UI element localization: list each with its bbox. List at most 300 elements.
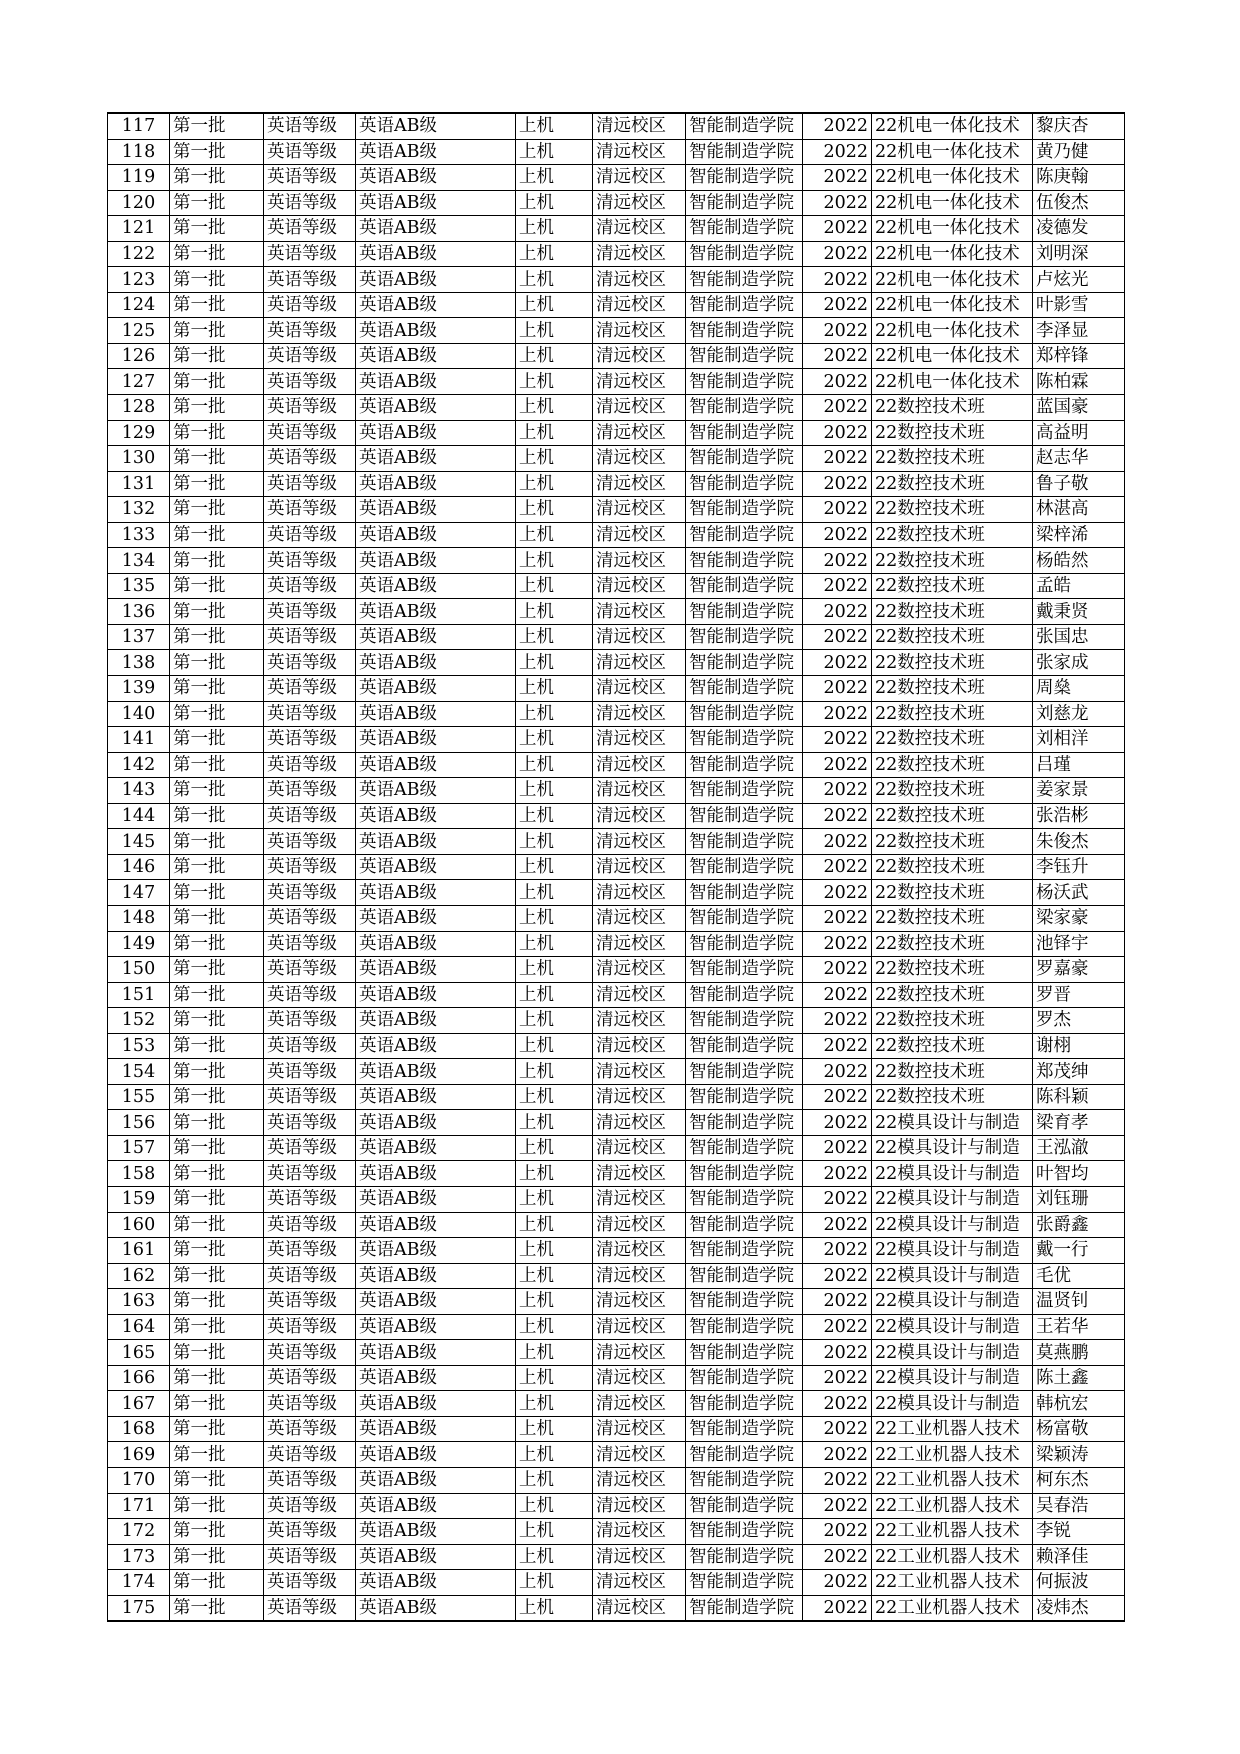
name-cell: 蓝国豪	[1033, 395, 1125, 421]
campus-cell: 清远校区	[593, 957, 686, 983]
batch-cell: 第一批	[170, 1186, 264, 1212]
college-cell: 智能制造学院	[686, 803, 803, 829]
grade-cell: 2022	[803, 216, 872, 242]
exam-type-cell: 英语等级	[264, 318, 356, 344]
name-cell: 吕瑾	[1033, 752, 1125, 778]
name-cell: 朱俊杰	[1033, 829, 1125, 855]
batch-cell: 第一批	[170, 420, 264, 446]
name-cell: 毛优	[1033, 1263, 1125, 1289]
class-cell: 22数控技术班	[872, 1033, 1033, 1059]
name-cell: 戴秉贤	[1033, 599, 1125, 625]
batch-cell: 第一批	[170, 982, 264, 1008]
mode-cell: 上机	[516, 1340, 593, 1366]
batch-cell: 第一批	[170, 1416, 264, 1442]
subject-cell: 英语AB级	[356, 1161, 516, 1187]
table-row	[108, 931, 1125, 957]
grade-cell: 2022	[803, 1570, 872, 1596]
seq-cell: 169	[108, 1442, 170, 1468]
campus-cell: 清远校区	[593, 1493, 686, 1519]
name-cell: 陈庚翰	[1033, 165, 1125, 191]
name-cell: 陈土鑫	[1033, 1365, 1125, 1391]
college-cell: 智能制造学院	[686, 829, 803, 855]
grade-cell: 2022	[803, 1467, 872, 1493]
subject-cell: 英语AB级	[356, 1416, 516, 1442]
exam-type-cell: 英语等级	[264, 650, 356, 676]
exam-type-cell: 英语等级	[264, 420, 356, 446]
class-cell: 22模具设计与制造	[872, 1289, 1033, 1315]
seq-cell: 120	[108, 190, 170, 216]
campus-cell: 清远校区	[593, 420, 686, 446]
name-cell: 莫燕鹏	[1033, 1340, 1125, 1366]
seq-cell: 133	[108, 522, 170, 548]
seq-cell: 147	[108, 880, 170, 906]
campus-cell: 清远校区	[593, 446, 686, 472]
name-cell: 凌炜杰	[1033, 1595, 1125, 1621]
batch-cell: 第一批	[170, 1467, 264, 1493]
seq-cell: 145	[108, 829, 170, 855]
name-cell: 谢栩	[1033, 1033, 1125, 1059]
table-row	[108, 727, 1125, 753]
table-row	[108, 318, 1125, 344]
class-cell: 22机电一体化技术	[872, 165, 1033, 191]
exam-type-cell: 英语等级	[264, 1135, 356, 1161]
class-cell: 22数控技术班	[872, 957, 1033, 983]
name-cell: 林湛高	[1033, 497, 1125, 523]
exam-type-cell: 英语等级	[264, 1595, 356, 1621]
college-cell: 智能制造学院	[686, 1416, 803, 1442]
name-cell: 陈柏霖	[1033, 369, 1125, 395]
seq-cell: 154	[108, 1059, 170, 1085]
seq-cell: 151	[108, 982, 170, 1008]
seq-cell: 136	[108, 599, 170, 625]
name-cell: 王若华	[1033, 1314, 1125, 1340]
campus-cell: 清远校区	[593, 1238, 686, 1264]
batch-cell: 第一批	[170, 1314, 264, 1340]
grade-cell: 2022	[803, 113, 872, 139]
college-cell: 智能制造学院	[686, 1238, 803, 1264]
seq-cell: 135	[108, 573, 170, 599]
college-cell: 智能制造学院	[686, 1314, 803, 1340]
grade-cell: 2022	[803, 778, 872, 804]
exam-type-cell: 英语等级	[264, 395, 356, 421]
mode-cell: 上机	[516, 216, 593, 242]
college-cell: 智能制造学院	[686, 1544, 803, 1570]
campus-cell: 清远校区	[593, 1391, 686, 1417]
mode-cell: 上机	[516, 752, 593, 778]
college-cell: 智能制造学院	[686, 1059, 803, 1085]
subject-cell: 英语AB级	[356, 318, 516, 344]
name-cell: 刘明深	[1033, 241, 1125, 267]
name-cell: 叶智均	[1033, 1161, 1125, 1187]
subject-cell: 英语AB级	[356, 113, 516, 139]
exam-type-cell: 英语等级	[264, 727, 356, 753]
college-cell: 智能制造学院	[686, 548, 803, 574]
subject-cell: 英语AB级	[356, 854, 516, 880]
campus-cell: 清远校区	[593, 573, 686, 599]
seq-cell: 173	[108, 1544, 170, 1570]
name-cell: 池铎宇	[1033, 931, 1125, 957]
campus-cell: 清远校区	[593, 1212, 686, 1238]
mode-cell: 上机	[516, 1059, 593, 1085]
exam-type-cell: 英语等级	[264, 1493, 356, 1519]
name-cell: 叶影雪	[1033, 292, 1125, 318]
subject-cell: 英语AB级	[356, 1442, 516, 1468]
college-cell: 智能制造学院	[686, 292, 803, 318]
mode-cell: 上机	[516, 1519, 593, 1545]
class-cell: 22工业机器人技术	[872, 1493, 1033, 1519]
grade-cell: 2022	[803, 1263, 872, 1289]
seq-cell: 137	[108, 624, 170, 650]
exam-type-cell: 英语等级	[264, 1365, 356, 1391]
batch-cell: 第一批	[170, 1084, 264, 1110]
seq-cell: 171	[108, 1493, 170, 1519]
campus-cell: 清远校区	[593, 318, 686, 344]
mode-cell: 上机	[516, 292, 593, 318]
exam-type-cell: 英语等级	[264, 957, 356, 983]
exam-type-cell: 英语等级	[264, 905, 356, 931]
mode-cell: 上机	[516, 982, 593, 1008]
grade-cell: 2022	[803, 446, 872, 472]
name-cell: 黎庆杏	[1033, 113, 1125, 139]
class-cell: 22模具设计与制造	[872, 1238, 1033, 1264]
class-cell: 22模具设计与制造	[872, 1314, 1033, 1340]
college-cell: 智能制造学院	[686, 1212, 803, 1238]
mode-cell: 上机	[516, 113, 593, 139]
batch-cell: 第一批	[170, 1033, 264, 1059]
seq-cell: 134	[108, 548, 170, 574]
exam-type-cell: 英语等级	[264, 1008, 356, 1034]
batch-cell: 第一批	[170, 650, 264, 676]
class-cell: 22模具设计与制造	[872, 1391, 1033, 1417]
table-row	[108, 1289, 1125, 1315]
college-cell: 智能制造学院	[686, 880, 803, 906]
grade-cell: 2022	[803, 318, 872, 344]
subject-cell: 英语AB级	[356, 676, 516, 702]
campus-cell: 清远校区	[593, 803, 686, 829]
exam-type-cell: 英语等级	[264, 369, 356, 395]
college-cell: 智能制造学院	[686, 139, 803, 165]
seq-cell: 128	[108, 395, 170, 421]
table-row	[108, 1033, 1125, 1059]
seq-cell: 119	[108, 165, 170, 191]
college-cell: 智能制造学院	[686, 701, 803, 727]
grade-cell: 2022	[803, 1084, 872, 1110]
subject-cell: 英语AB级	[356, 1544, 516, 1570]
exam-type-cell: 英语等级	[264, 113, 356, 139]
grade-cell: 2022	[803, 982, 872, 1008]
exam-type-cell: 英语等级	[264, 931, 356, 957]
batch-cell: 第一批	[170, 1570, 264, 1596]
exam-type-cell: 英语等级	[264, 241, 356, 267]
subject-cell: 英语AB级	[356, 727, 516, 753]
class-cell: 22数控技术班	[872, 1008, 1033, 1034]
seq-cell: 141	[108, 727, 170, 753]
batch-cell: 第一批	[170, 497, 264, 523]
batch-cell: 第一批	[170, 880, 264, 906]
subject-cell: 英语AB级	[356, 1186, 516, 1212]
name-cell: 李钰升	[1033, 854, 1125, 880]
subject-cell: 英语AB级	[356, 190, 516, 216]
college-cell: 智能制造学院	[686, 982, 803, 1008]
grade-cell: 2022	[803, 573, 872, 599]
class-cell: 22数控技术班	[872, 1084, 1033, 1110]
campus-cell: 清远校区	[593, 1008, 686, 1034]
name-cell: 张浩彬	[1033, 803, 1125, 829]
grade-cell: 2022	[803, 931, 872, 957]
seq-cell: 146	[108, 854, 170, 880]
batch-cell: 第一批	[170, 1595, 264, 1621]
subject-cell: 英语AB级	[356, 1340, 516, 1366]
subject-cell: 英语AB级	[356, 982, 516, 1008]
name-cell: 李锐	[1033, 1519, 1125, 1545]
class-cell: 22数控技术班	[872, 778, 1033, 804]
table-row	[108, 216, 1125, 242]
class-cell: 22数控技术班	[872, 1059, 1033, 1085]
name-cell: 温贤钊	[1033, 1289, 1125, 1315]
subject-cell: 英语AB级	[356, 573, 516, 599]
college-cell: 智能制造学院	[686, 420, 803, 446]
table-row	[108, 803, 1125, 829]
exam-type-cell: 英语等级	[264, 701, 356, 727]
seq-cell: 150	[108, 957, 170, 983]
batch-cell: 第一批	[170, 548, 264, 574]
table-row	[108, 241, 1125, 267]
college-cell: 智能制造学院	[686, 395, 803, 421]
college-cell: 智能制造学院	[686, 318, 803, 344]
grade-cell: 2022	[803, 420, 872, 446]
name-cell: 杨皓然	[1033, 548, 1125, 574]
campus-cell: 清远校区	[593, 1416, 686, 1442]
batch-cell: 第一批	[170, 573, 264, 599]
subject-cell: 英语AB级	[356, 343, 516, 369]
name-cell: 罗杰	[1033, 1008, 1125, 1034]
batch-cell: 第一批	[170, 1519, 264, 1545]
table-row	[108, 1135, 1125, 1161]
college-cell: 智能制造学院	[686, 113, 803, 139]
batch-cell: 第一批	[170, 1442, 264, 1468]
mode-cell: 上机	[516, 829, 593, 855]
subject-cell: 英语AB级	[356, 1033, 516, 1059]
name-cell: 凌德发	[1033, 216, 1125, 242]
exam-type-cell: 英语等级	[264, 1544, 356, 1570]
table-row	[108, 1519, 1125, 1545]
exam-type-cell: 英语等级	[264, 216, 356, 242]
mode-cell: 上机	[516, 1570, 593, 1596]
campus-cell: 清远校区	[593, 1544, 686, 1570]
campus-cell: 清远校区	[593, 880, 686, 906]
table-row	[108, 701, 1125, 727]
grade-cell: 2022	[803, 190, 872, 216]
exam-type-cell: 英语等级	[264, 165, 356, 191]
mode-cell: 上机	[516, 676, 593, 702]
name-cell: 赵志华	[1033, 446, 1125, 472]
grade-cell: 2022	[803, 1161, 872, 1187]
mode-cell: 上机	[516, 471, 593, 497]
grade-cell: 2022	[803, 165, 872, 191]
batch-cell: 第一批	[170, 957, 264, 983]
subject-cell: 英语AB级	[356, 1391, 516, 1417]
name-cell: 何振波	[1033, 1570, 1125, 1596]
class-cell: 22机电一体化技术	[872, 113, 1033, 139]
exam-type-cell: 英语等级	[264, 982, 356, 1008]
grade-cell: 2022	[803, 522, 872, 548]
subject-cell: 英语AB级	[356, 267, 516, 293]
grade-cell: 2022	[803, 139, 872, 165]
batch-cell: 第一批	[170, 522, 264, 548]
college-cell: 智能制造学院	[686, 1008, 803, 1034]
seq-cell: 168	[108, 1416, 170, 1442]
mode-cell: 上机	[516, 1084, 593, 1110]
batch-cell: 第一批	[170, 1263, 264, 1289]
college-cell: 智能制造学院	[686, 778, 803, 804]
name-cell: 张家成	[1033, 650, 1125, 676]
subject-cell: 英语AB级	[356, 395, 516, 421]
name-cell: 梁颖涛	[1033, 1442, 1125, 1468]
mode-cell: 上机	[516, 1467, 593, 1493]
college-cell: 智能制造学院	[686, 650, 803, 676]
table-row	[108, 522, 1125, 548]
campus-cell: 清远校区	[593, 1442, 686, 1468]
campus-cell: 清远校区	[593, 113, 686, 139]
exam-type-cell: 英语等级	[264, 1391, 356, 1417]
college-cell: 智能制造学院	[686, 957, 803, 983]
class-cell: 22模具设计与制造	[872, 1186, 1033, 1212]
name-cell: 杨沃武	[1033, 880, 1125, 906]
exam-type-cell: 英语等级	[264, 471, 356, 497]
name-cell: 梁家豪	[1033, 905, 1125, 931]
mode-cell: 上机	[516, 395, 593, 421]
grade-cell: 2022	[803, 395, 872, 421]
name-cell: 杨富敬	[1033, 1416, 1125, 1442]
campus-cell: 清远校区	[593, 1365, 686, 1391]
college-cell: 智能制造学院	[686, 1110, 803, 1136]
subject-cell: 英语AB级	[356, 1289, 516, 1315]
name-cell: 张爵鑫	[1033, 1212, 1125, 1238]
mode-cell: 上机	[516, 343, 593, 369]
name-cell: 刘相洋	[1033, 727, 1125, 753]
class-cell: 22数控技术班	[872, 727, 1033, 753]
class-cell: 22模具设计与制造	[872, 1110, 1033, 1136]
grade-cell: 2022	[803, 1340, 872, 1366]
exam-type-cell: 英语等级	[264, 1059, 356, 1085]
table-row	[108, 1110, 1125, 1136]
campus-cell: 清远校区	[593, 1263, 686, 1289]
class-cell: 22数控技术班	[872, 395, 1033, 421]
name-cell: 李泽显	[1033, 318, 1125, 344]
subject-cell: 英语AB级	[356, 1365, 516, 1391]
college-cell: 智能制造学院	[686, 1289, 803, 1315]
batch-cell: 第一批	[170, 267, 264, 293]
table-row	[108, 369, 1125, 395]
campus-cell: 清远校区	[593, 931, 686, 957]
name-cell: 陈科颖	[1033, 1084, 1125, 1110]
subject-cell: 英语AB级	[356, 165, 516, 191]
grade-cell: 2022	[803, 343, 872, 369]
class-cell: 22数控技术班	[872, 982, 1033, 1008]
subject-cell: 英语AB级	[356, 803, 516, 829]
name-cell: 伍俊杰	[1033, 190, 1125, 216]
table-row	[108, 752, 1125, 778]
table-row	[108, 1595, 1125, 1621]
exam-type-cell: 英语等级	[264, 1263, 356, 1289]
subject-cell: 英语AB级	[356, 1263, 516, 1289]
seq-cell: 153	[108, 1033, 170, 1059]
class-cell: 22数控技术班	[872, 752, 1033, 778]
class-cell: 22数控技术班	[872, 573, 1033, 599]
grade-cell: 2022	[803, 369, 872, 395]
campus-cell: 清远校区	[593, 395, 686, 421]
class-cell: 22机电一体化技术	[872, 292, 1033, 318]
mode-cell: 上机	[516, 573, 593, 599]
batch-cell: 第一批	[170, 1212, 264, 1238]
subject-cell: 英语AB级	[356, 1467, 516, 1493]
seq-cell: 174	[108, 1570, 170, 1596]
table-row	[108, 650, 1125, 676]
class-cell: 22数控技术班	[872, 497, 1033, 523]
mode-cell: 上机	[516, 1493, 593, 1519]
mode-cell: 上机	[516, 446, 593, 472]
exam-type-cell: 英语等级	[264, 1519, 356, 1545]
name-cell: 张国忠	[1033, 624, 1125, 650]
grade-cell: 2022	[803, 1365, 872, 1391]
class-cell: 22模具设计与制造	[872, 1340, 1033, 1366]
college-cell: 智能制造学院	[686, 522, 803, 548]
class-cell: 22数控技术班	[872, 522, 1033, 548]
table-row	[108, 1084, 1125, 1110]
seq-cell: 143	[108, 778, 170, 804]
exam-type-cell: 英语等级	[264, 497, 356, 523]
college-cell: 智能制造学院	[686, 1135, 803, 1161]
campus-cell: 清远校区	[593, 216, 686, 242]
table-row	[108, 599, 1125, 625]
mode-cell: 上机	[516, 139, 593, 165]
batch-cell: 第一批	[170, 676, 264, 702]
campus-cell: 清远校区	[593, 497, 686, 523]
college-cell: 智能制造学院	[686, 727, 803, 753]
mode-cell: 上机	[516, 1033, 593, 1059]
campus-cell: 清远校区	[593, 548, 686, 574]
exam-type-cell: 英语等级	[264, 778, 356, 804]
name-cell: 黄乃健	[1033, 139, 1125, 165]
batch-cell: 第一批	[170, 395, 264, 421]
grade-cell: 2022	[803, 471, 872, 497]
subject-cell: 英语AB级	[356, 1238, 516, 1264]
campus-cell: 清远校区	[593, 165, 686, 191]
college-cell: 智能制造学院	[686, 1442, 803, 1468]
mode-cell: 上机	[516, 701, 593, 727]
mode-cell: 上机	[516, 548, 593, 574]
grade-cell: 2022	[803, 267, 872, 293]
seq-cell: 130	[108, 446, 170, 472]
mode-cell: 上机	[516, 931, 593, 957]
college-cell: 智能制造学院	[686, 267, 803, 293]
exam-type-cell: 英语等级	[264, 1186, 356, 1212]
table-row	[108, 1212, 1125, 1238]
subject-cell: 英语AB级	[356, 446, 516, 472]
grade-cell: 2022	[803, 1493, 872, 1519]
college-cell: 智能制造学院	[686, 854, 803, 880]
grade-cell: 2022	[803, 727, 872, 753]
exam-type-cell: 英语等级	[264, 1467, 356, 1493]
class-cell: 22工业机器人技术	[872, 1467, 1033, 1493]
mode-cell: 上机	[516, 1391, 593, 1417]
subject-cell: 英语AB级	[356, 624, 516, 650]
seq-cell: 126	[108, 343, 170, 369]
batch-cell: 第一批	[170, 778, 264, 804]
table-row	[108, 854, 1125, 880]
college-cell: 智能制造学院	[686, 165, 803, 191]
class-cell: 22数控技术班	[872, 446, 1033, 472]
